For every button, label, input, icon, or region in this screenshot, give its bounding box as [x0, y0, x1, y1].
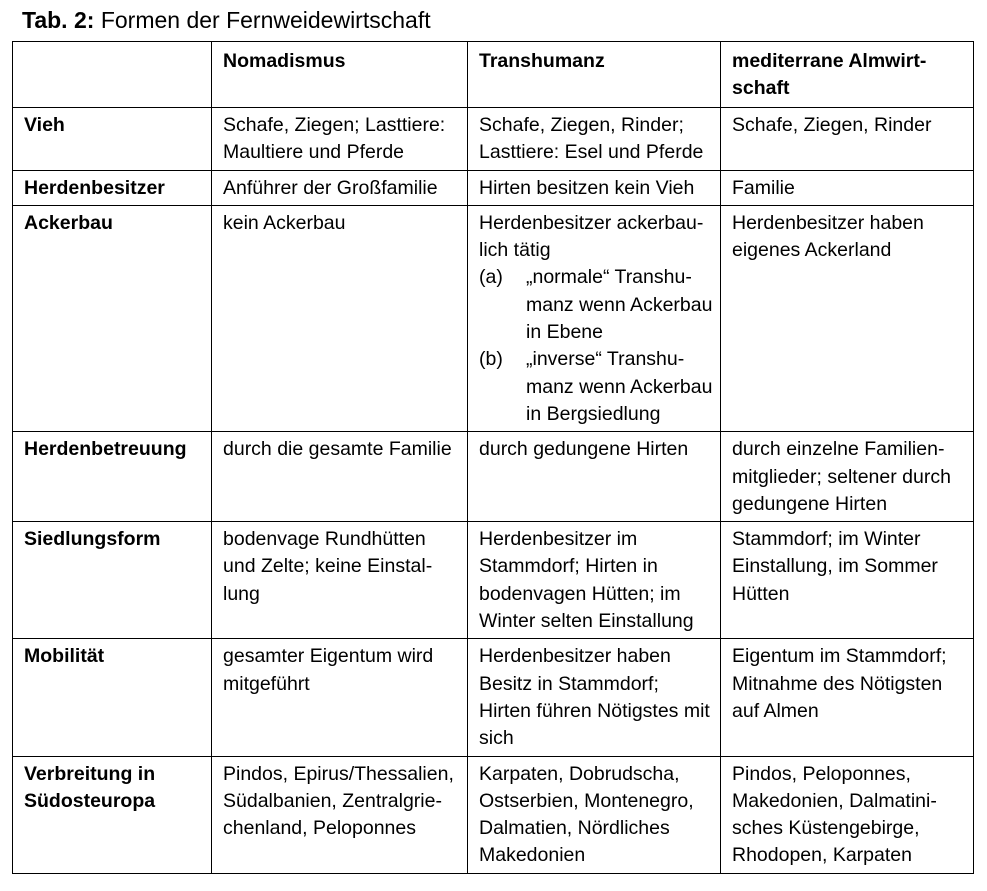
table-cell [721, 108, 974, 171]
list-item-text [526, 346, 712, 428]
cell-text-line: eigenes Ackerland [732, 239, 892, 262]
table-cell [212, 170, 468, 205]
cell-text-line: in Ebene [526, 321, 603, 344]
cell-text-line: Besitz in Stammdorf; [479, 672, 659, 695]
cell-text-line: Maultiere und Pferde [223, 141, 405, 164]
cell-text-line: Makedonien [479, 844, 586, 867]
column-header [721, 42, 974, 108]
caption-title: Formen der Fernweidewirtschaft [100, 7, 431, 33]
cell-text-line: Stammdorf; im Winter [732, 528, 921, 551]
data-table [12, 41, 974, 874]
table-cell [212, 432, 468, 522]
row-header [13, 756, 212, 873]
cell-text-line: Lasttiere: Esel und Pferde [479, 141, 704, 164]
cell-text-line: Herdenbesitzer haben [732, 211, 924, 234]
cell-text-line: Ackerbau [24, 211, 113, 234]
cell-text-line: Verbreitung in [24, 762, 156, 785]
table-cell [721, 639, 974, 756]
table-row [13, 522, 974, 639]
cell-text-line: Familie [732, 176, 795, 199]
table-cell [468, 432, 721, 522]
list-item [479, 264, 712, 346]
table-cell [212, 756, 468, 873]
cell-text-line: lich tätig [479, 239, 551, 262]
cell-text-line: Pindos, Peloponnes, [732, 762, 911, 785]
cell-text-line: Makedonien, Dalmatini- [732, 789, 937, 812]
cell-text-line: manz wenn Ackerbau [526, 375, 713, 398]
list-item [479, 346, 712, 428]
table-cell [212, 108, 468, 171]
table-cell [468, 639, 721, 756]
cell-text-line: in Bergsiedlung [526, 402, 661, 425]
cell-text-line: manz wenn Ackerbau [526, 293, 713, 316]
cell-text-line: durch die gesamte Familie [223, 438, 452, 461]
table-cell [468, 170, 721, 205]
column-header [468, 42, 721, 108]
cell-text-line: Herdenbesitzer haben [479, 645, 671, 668]
cell-text-line: Transhumanz [479, 50, 605, 72]
cell-text-line: bodenvage Rundhütten [223, 528, 426, 551]
cell-text-line: Südalbanien, Zentralgrie- [223, 789, 442, 812]
cell-text-line: Hirten führen Nötigstes mit [479, 699, 710, 722]
row-header [13, 639, 212, 756]
cell-text-line: sches Küstengebirge, [732, 817, 920, 840]
list-item-text [526, 264, 712, 346]
table-cell [212, 205, 468, 431]
cell-text-line: mitglieder; seltener durch [732, 465, 951, 488]
row-header [13, 170, 212, 205]
table-cell [721, 522, 974, 639]
cell-text-line: Dalmatien, Nördliches [479, 817, 670, 840]
cell-text-line: Stammdorf; Hirten in [479, 555, 658, 578]
cell-text-line: chenland, Peloponnes [223, 817, 416, 840]
cell-text-line: schaft [732, 77, 790, 100]
table-row [13, 639, 974, 756]
cell-text-line: Hütten [732, 582, 790, 605]
cell-text-line: sich [479, 727, 514, 750]
cell-text-line: lung [223, 582, 260, 605]
cell-text-line: auf Almen [732, 699, 819, 722]
cell-text-line: Karpaten, Dobrudscha, [479, 762, 680, 785]
cell-text-line: Herdenbesitzer ackerbau- [479, 211, 704, 234]
list-marker: (b) [479, 348, 503, 371]
cell-text-line: Mitnahme des Nötigsten [732, 672, 943, 695]
table-cell [212, 522, 468, 639]
cell-text-line: Vieh [24, 114, 65, 136]
table-cell [721, 756, 974, 873]
row-header [13, 108, 212, 171]
table-cell [468, 108, 721, 171]
table-row [13, 432, 974, 522]
cell-text-line: Herdenbetreuung [24, 438, 187, 461]
cell-text-line: Pindos, Epirus/Thessalien, [223, 762, 454, 785]
table-header-row [13, 42, 974, 108]
cell-text-line: Mobilität [24, 645, 105, 668]
table-cell [468, 756, 721, 873]
cell-text-line: Schafe, Ziegen; Lasttiere: [223, 114, 446, 136]
table-caption [22, 4, 431, 36]
cell-text-line: „normale“ Transhu- [526, 266, 692, 289]
cell-text-line: Schafe, Ziegen, Rinder; [479, 114, 684, 136]
cell-text-line: Nomadismus [223, 50, 346, 72]
table-cell [212, 639, 468, 756]
cell-text-line: Eigentum im Stammdorf; [732, 645, 947, 668]
table-row [13, 170, 974, 205]
cell-text-line: gesamter Eigentum wird [223, 645, 434, 668]
cell-text-line: Rhodopen, Karpaten [732, 844, 912, 867]
cell-text-line: „inverse“ Transhu- [526, 348, 685, 371]
table-cell [468, 522, 721, 639]
cell-text-line: Herdenbesitzer [24, 176, 165, 199]
cell-text-line: durch einzelne Familien- [732, 438, 945, 461]
cell-text-line: Einstallung, im Sommer [732, 555, 938, 578]
cell-text-line: Ostserbien, Montenegro, [479, 789, 694, 812]
cell-text-line: kein Ackerbau [223, 211, 346, 234]
row-header [13, 205, 212, 431]
cell-text-line: durch gedungene Hirten [479, 438, 689, 461]
header-corner-cell [13, 42, 212, 108]
table-cell [721, 170, 974, 205]
cell-text-line: Anführer der Großfamilie [223, 176, 438, 199]
cell-text-line: Südosteuropa [24, 789, 156, 812]
cell-text-line: Winter selten Einstallung [479, 610, 694, 633]
cell-text-line: bodenvagen Hütten; im [479, 582, 681, 605]
table-cell [721, 432, 974, 522]
column-header [212, 42, 468, 108]
table-row [13, 205, 974, 431]
row-header [13, 522, 212, 639]
cell-text-line: Schafe, Ziegen, Rinder [732, 114, 932, 136]
cell-text-line: Siedlungsform [24, 528, 161, 551]
cell-text-line: mitgeführt [223, 672, 310, 695]
cell-text-line: mediterrane Almwirt- [732, 50, 927, 72]
cell-text-line: und Zelte; keine Einstal- [223, 555, 433, 578]
table-cell [468, 205, 721, 431]
table-cell [721, 205, 974, 431]
table-row [13, 108, 974, 171]
caption-label: Tab. 2: [22, 7, 95, 33]
row-header [13, 432, 212, 522]
table-body [13, 42, 974, 874]
list-marker: (a) [479, 266, 503, 289]
cell-text-line: gedungene Hirten [732, 492, 888, 515]
table-row [13, 756, 974, 873]
cell-text-line: Hirten besitzen kein Vieh [479, 176, 695, 199]
cell-text-line: Herdenbesitzer im [479, 528, 638, 551]
